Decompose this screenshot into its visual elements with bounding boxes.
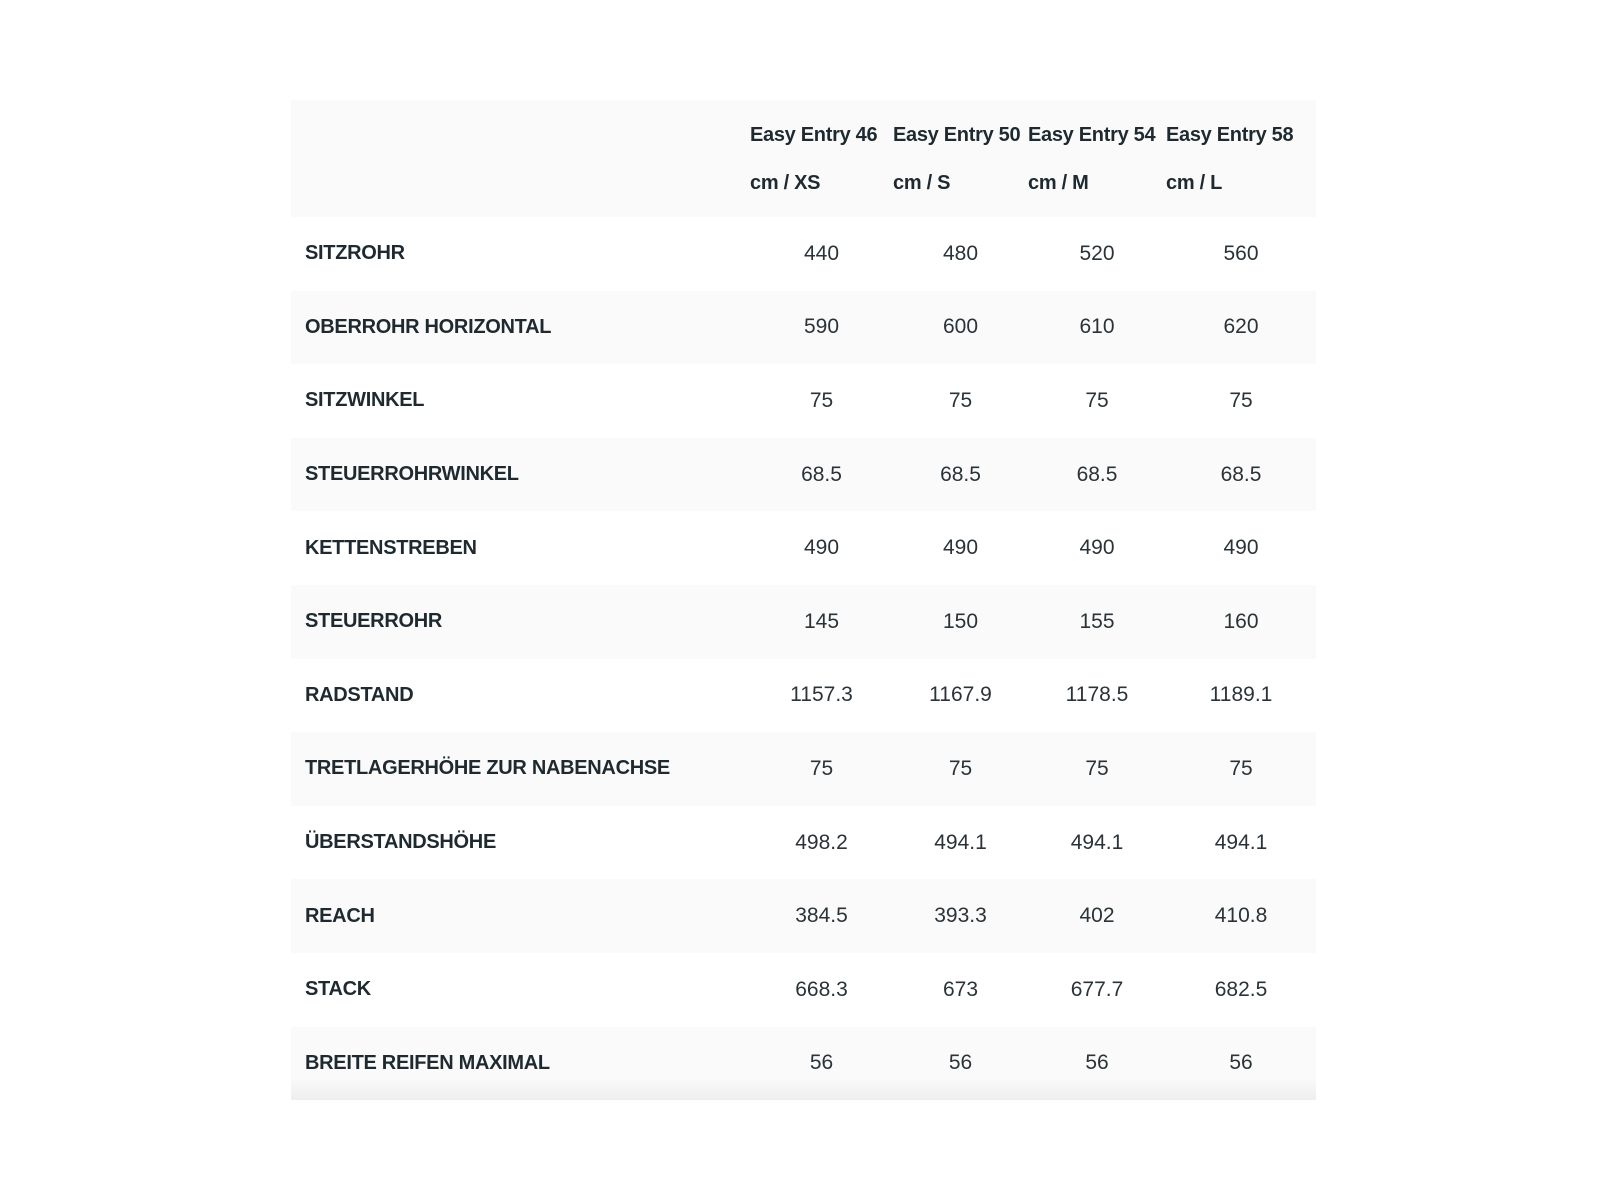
table-row	[291, 953, 1316, 1027]
row-label: KETTENSTREBEN	[305, 536, 477, 559]
value-cell: 494.1	[934, 830, 987, 854]
value-cell: 75	[948, 388, 973, 412]
header-line-2: cm / XS	[750, 171, 821, 194]
row-label: BREITE REIFEN MAXIMAL	[305, 1051, 550, 1074]
row-label: STEUERROHRWINKEL	[305, 463, 519, 486]
geometry-table-container	[291, 100, 1316, 1100]
value-cell: 673	[942, 977, 979, 1001]
row-label: SITZROHR	[305, 242, 405, 265]
table-row	[291, 1027, 1316, 1101]
value-cell: 384.5	[795, 904, 848, 928]
table-row	[291, 879, 1316, 953]
table-header	[291, 100, 1316, 217]
value-cell: 520	[1079, 241, 1115, 265]
value-cell: 600	[942, 315, 979, 339]
value-cell: 75	[948, 756, 973, 780]
header-line-2: cm / L	[1166, 171, 1222, 194]
value-cell: 682.5	[1214, 977, 1268, 1001]
row-label: ÜBERSTANDSHÖHE	[305, 831, 496, 854]
value-cell: 75	[1229, 388, 1253, 412]
value-cell: 68.5	[1076, 462, 1118, 486]
value-cell: 1167.9	[929, 683, 992, 707]
value-cell: 480	[942, 241, 979, 265]
row-label: RADSTAND	[305, 683, 414, 706]
row-label: TRETLAGERHÖHE ZUR NABENACHSE	[305, 757, 670, 780]
value-cell: 498.2	[795, 830, 848, 854]
header-size-l	[1166, 100, 1316, 217]
value-cell: 490	[1223, 536, 1259, 560]
value-cell: 494.1	[1214, 830, 1268, 854]
value-cell: 68.5	[1220, 462, 1262, 486]
value-cell: 1178.5	[1065, 683, 1129, 707]
value-cell: 677.7	[1070, 977, 1124, 1001]
value-cell: 160	[1223, 609, 1259, 633]
header-line-1: Easy Entry 54	[1028, 123, 1156, 146]
header-line-2: cm / S	[893, 171, 951, 194]
header-empty-cell	[291, 100, 750, 217]
header-line-2: cm / M	[1028, 171, 1089, 194]
value-cell: 75	[1085, 388, 1109, 412]
value-cell: 620	[1223, 315, 1259, 339]
value-cell: 75	[1229, 756, 1253, 780]
value-cell: 402	[1079, 904, 1115, 928]
table-row	[291, 511, 1316, 585]
value-cell: 68.5	[940, 462, 981, 486]
header-line-1: Easy Entry 46	[750, 123, 878, 146]
header-line-1: Easy Entry 58	[1166, 123, 1294, 146]
value-cell: 610	[1079, 315, 1115, 339]
row-label: STACK	[305, 978, 371, 1001]
header-row	[291, 100, 1316, 217]
table-row	[291, 438, 1316, 512]
value-cell: 145	[803, 609, 840, 633]
value-cell: 75	[1085, 756, 1109, 780]
header-size-xs	[750, 100, 893, 217]
header-size-m	[1028, 100, 1166, 217]
value-cell: 56	[1085, 1051, 1109, 1075]
row-label: OBERROHR HORIZONTAL	[305, 315, 552, 338]
value-cell: 490	[803, 536, 840, 560]
value-cell: 56	[948, 1051, 973, 1075]
value-cell: 440	[803, 241, 840, 265]
table-row	[291, 659, 1316, 733]
value-cell: 494.1	[1070, 830, 1124, 854]
table-row	[291, 585, 1316, 659]
value-cell: 56	[809, 1051, 834, 1075]
header-size-s	[893, 100, 1028, 217]
table-row	[291, 732, 1316, 806]
value-cell: 68.5	[801, 462, 842, 486]
header-line-1: Easy Entry 50	[893, 123, 1021, 146]
table-row	[291, 806, 1316, 880]
value-cell: 410.8	[1214, 904, 1268, 928]
value-cell: 56	[1229, 1051, 1253, 1075]
value-cell: 393.3	[934, 904, 987, 928]
value-cell: 75	[809, 756, 834, 780]
row-label: REACH	[305, 904, 375, 927]
value-cell: 155	[1079, 609, 1115, 633]
table-row	[291, 291, 1316, 365]
value-cell: 75	[809, 388, 834, 412]
value-cell: 490	[942, 536, 979, 560]
value-cell: 490	[1079, 536, 1115, 560]
row-label: SITZWINKEL	[305, 389, 425, 412]
row-label: STEUERROHR	[305, 610, 443, 633]
value-cell: 1189.1	[1209, 683, 1273, 707]
table-body	[291, 217, 1316, 1100]
value-cell: 590	[803, 315, 840, 339]
value-cell: 560	[1223, 241, 1259, 265]
value-cell: 668.3	[795, 977, 848, 1001]
table-row	[291, 217, 1316, 291]
value-cell: 1157.3	[790, 683, 853, 707]
table-row	[291, 364, 1316, 438]
geometry-table	[291, 100, 1316, 1100]
value-cell: 150	[942, 609, 979, 633]
